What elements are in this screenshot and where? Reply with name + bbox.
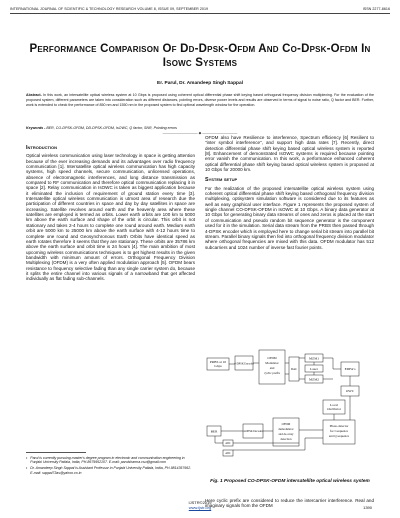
system-setup-heading: System setup xyxy=(205,177,238,184)
ofdm-mod-label-1: OFDM xyxy=(267,356,277,360)
journal-header xyxy=(10,7,390,11)
prbs-label-1: PRBS at 10 xyxy=(209,360,227,364)
local-osc-label-1: Local xyxy=(330,403,338,407)
keywords-label: Keywords - xyxy=(26,126,46,130)
page-footer xyxy=(0,500,400,510)
right-column xyxy=(205,135,374,250)
decoder-label: 4-DPSK Decoder xyxy=(243,430,263,433)
paper-title: Performance Comparison Of Dd-Dpsk-Ofdm And Co-Dpsk-Ofdm In Isowc Systems xyxy=(29,43,371,69)
laser-label: Laser xyxy=(310,367,318,371)
prbs-label-2: Gbps xyxy=(214,364,222,368)
mzm1-label: MZM1 xyxy=(308,356,320,361)
owc-label: OWC xyxy=(345,389,355,393)
intro-text: Optical wireless communication using laser technology in space is getting attention because of the ever increasing demands and its advantages over radio frequency communication [1]. Intersatellite optical wireless communication has high capacity systems, high speed channels, secure communication, unlicensed operations, absence of electromagnetic interferences, and long distance transmission as compared to RF communication and therefore optical communication replacing it in space [2]. Relay communication in IsOWC is taken as biggest application because it eliminated the inclusion of requirement of ground station every time [3]. Intersatellite optical wireless communication is utmost area of research due the participation of different countries in space and day by day satellites in space are increasing. Satellite revolves around earth and the heavenly area where these satellites are employed is termed as orbits. Lower earth orbits are 100 km to 5000 km above the earth surface and shape of the orbit is circular. This orbit is not stationary and takes 2-4 hours to complete one round around earth. Medium earth orbit are 5000 km to 25000 km above the earth surface with 4-12 hours time to complete one round and Geosynchronous Earth Orbits have identical speed as earth rotates therefore it seems that they are stationary. These orbits are 35786 km above the earth surface and orbit time is 24 hours [4]. The main ambition of most upcoming wireless communications techniques is to get highest results in the given bandwidth with minimum amount of errors. Orthogonal Frequency Division Multiplexing (OFDM) is a very often applied modulation approach [5]. OFDM bears resistance to frequency selective fading than any single carrier system do, because it splits the entire channel into various signals of a narrowband that get affected individually as flat fading sub-channels. xyxy=(26,153,195,282)
system-setup-text: For the realization of the proposed intersatellite optical wireless system using coherent optical differential phase shift keying based orthogonal frequency division multiplexing, optisystem simulation software is considered due to its features as well as easy graphical user interface. Figure 1 represents the proposed system of single channel CO-DPSK-OFDM in IsOWC at 10 Gbps. A binary data generator at 10 Gbps for generating binary data streams of ones and zeros is placed at the start of communication and pseudo random bit sequence generator is the component used for it in the simulation. Serial data stream from the PRBS then passed through 4-DPSK encoder which is employed here to change serial bit stream into parallel bit stream. Parallel binary signals then fed into orthogonal frequency division modulator where orthogonal frequencies are mixed with this data. OFDM modulator has 512 subcarriers and 1024 number of inverse fast fourier points. xyxy=(205,185,374,250)
encoder-label: 4-DPSK Encoder xyxy=(234,362,254,366)
ber-label: BER xyxy=(210,429,218,434)
photodetector-label-3: and Q sequence xyxy=(328,434,350,438)
photodetector-label-2: for I sequence xyxy=(329,429,349,433)
ofdm-demod-label-1: OFDM xyxy=(281,422,291,426)
system-diagram-svg xyxy=(205,346,375,474)
page-number: 1390 xyxy=(363,505,372,510)
figure-caption: Fig. 1 Proposed CO-DPSK-OFDM intersatellite optical wireless system xyxy=(210,479,370,484)
ofdm-mod-label-3: and xyxy=(269,366,275,370)
system-diagram xyxy=(205,346,375,474)
keywords xyxy=(26,126,374,130)
footnote xyxy=(26,456,195,464)
abstract xyxy=(26,93,374,108)
local-osc-label-2: Oscillator xyxy=(327,407,341,411)
keywords-end-rule: —————————— ◆ —————————— xyxy=(162,131,238,135)
mzm2-label: MZM2 xyxy=(308,377,320,382)
adc-label-1: ADC xyxy=(225,442,231,446)
photodetector-label-1: Photo-detector xyxy=(329,424,349,428)
footnote-text: Dr. Amandeep Singh Sappal is Assistant Professor in Punjabi University Patiala, India, PH-9814357662. E-mail: sappal73as@yahoo.co.in xyxy=(30,466,192,475)
footnote-rule xyxy=(26,452,86,453)
after-caption-text: Here cyclic prefix are considered to reduce the intercarrier interference. Real and imaginary signals from the OFDM xyxy=(205,498,374,509)
footnotes xyxy=(26,456,195,477)
ofdm-mod-label-4: cyclic prefix xyxy=(263,371,281,375)
issn: ISSN 2277-8616 xyxy=(362,7,390,11)
intro-heading: Introduction xyxy=(26,145,58,151)
journal-url-link[interactable]: www.ijstr.org xyxy=(188,505,212,510)
ijstr-copyright: IJSTR©2019 xyxy=(188,500,212,505)
journal-name: INTERNATIONAL JOURNAL OF SCIENTIFIC & TECHNOLOGY RESEARCH VOLUME 8, ISSUE 09, SEPTEMBER 2019 xyxy=(10,7,209,11)
ofdm-demod-label-3: and de-array xyxy=(278,432,294,436)
abstract-text: In this work, an intersatellite optical wireless system at 10 Gbps is proposed using coherent optical differential phase shift keying based orthogonal frequency division multiplexing. For the evaluation of the proposed system, different parameters are taken into consideration such as different distances, pointing errors, diverse power levels and results are observed in terms of signal to noise ratio, Q factor and BER. Further, work is extended to check the performance of 850 nm and 1550 nm in the proposed system to find optimal wavelength window for the operation. xyxy=(26,93,374,107)
edfa-label: EDFA's xyxy=(344,367,356,371)
left-column xyxy=(26,146,195,282)
dac-label: DAC xyxy=(290,367,298,371)
footnote-text: Parul is currently pursuing master's degree program in electronic and communication engineering in Punjabi University Patiala, India, PH-8679952107. E-mail: parulsharma.csu@gmail.com xyxy=(30,456,185,465)
footnote xyxy=(26,466,195,474)
authors: Er. Parul, Dr. Amandeep Singh Sappal xyxy=(157,81,243,86)
footnote-bullet: • xyxy=(26,456,28,460)
abstract-label: Abstract- xyxy=(26,93,42,97)
ofdm-mod-label-2: Modulator xyxy=(265,361,279,365)
right-para-1: OFDM also have Resilience to interference, Spectrum efficiency [6] Resilient to "inter symbol interference", and support high data rates [7]. Recently, direct detection differential phase shift keying based optical wireless system is reported [8]. Enhancement of demonstrated IsOWC systems is required because pointing error vanish the communication. In this work, a performance enhanced coherent optical differential phase shift keying based optical wireless system is proposed at 10 Gbps for 20000 km. xyxy=(205,135,374,173)
ofdm-demod-label-2: demodulator xyxy=(278,427,294,431)
ofdm-demod-label-4: detection xyxy=(280,437,292,441)
header-rule xyxy=(10,13,390,14)
keywords-text: BER, CO-DPSK-OFDM, DD-DPSK-OFDM, IsOWC, Q factor, SNR, Pointing errors xyxy=(45,126,177,130)
footnote-bullet: • xyxy=(26,466,28,471)
adc-label-2: ADC xyxy=(225,452,231,456)
